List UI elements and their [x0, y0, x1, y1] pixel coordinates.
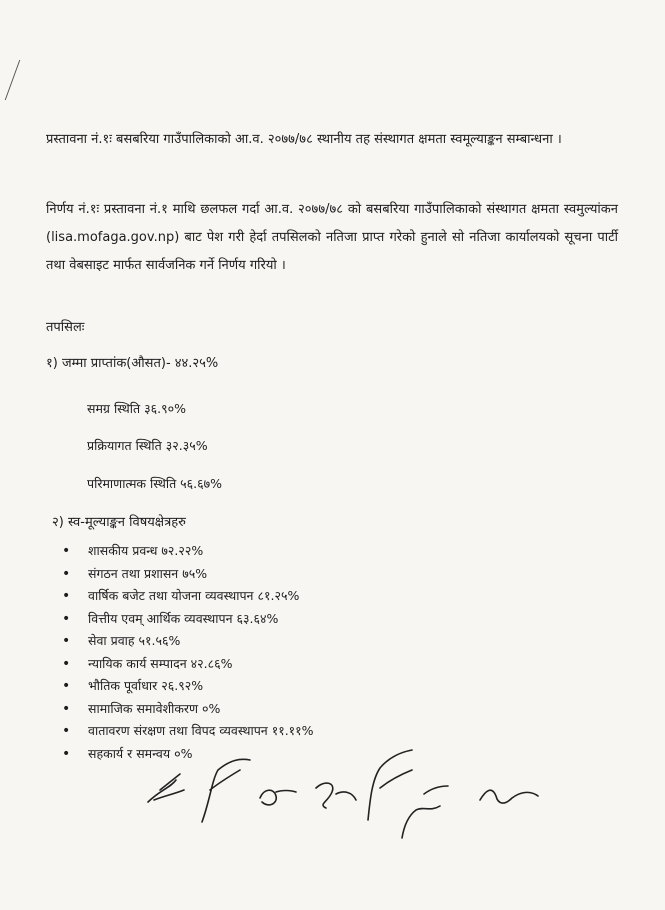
signature-6: [402, 786, 448, 838]
details-heading: तपसिलः: [46, 320, 85, 335]
total-item: प्रक्रियागत स्थिति ३२.३५%: [87, 438, 208, 453]
list-item: • वातावरण संरक्षण तथा विपद व्यवस्थापन ११.११%: [62, 720, 314, 743]
signature-4: [316, 783, 356, 808]
total-item: परिमाणात्मक स्थिति ५६.६७%: [87, 476, 223, 491]
list-item: • सहकार्य र समन्वय ०%: [62, 743, 314, 766]
signature-7: [480, 790, 538, 803]
page-edge-mark: [0, 60, 20, 100]
signature-2: [202, 759, 250, 822]
signature-5: [368, 750, 412, 820]
list-item: • सामाजिक समावेशीकरण ०%: [62, 698, 314, 721]
list-item: • वार्षिक बजेट तथा योजना व्यवस्थापन ८१.२५%: [62, 585, 314, 608]
list-item: • शासकीय प्रवन्ध ७२.२२%: [62, 540, 314, 563]
signature-1: [148, 774, 184, 802]
proposal-paragraph: प्रस्तावना नं.१ः बसबरिया गाउँपालिकाको आ.व. २०७७/७८ स्थानीय तह संस्थागत क्षमता स्वमूल्याङ्कन सम्बान्धना ।: [46, 132, 562, 147]
signature-3: [260, 790, 296, 805]
total-item: समग्र स्थिति ३६.९०%: [87, 401, 186, 416]
list-item: • सेवा प्रवाह ५१.५६%: [62, 630, 314, 653]
signatures: [140, 730, 560, 850]
list-item: • न्यायिक कार्य सम्पादन ४२.८६%: [62, 653, 314, 676]
list-item: • संगठन तथा प्रशासन ७५%: [62, 563, 314, 586]
list-item: • भौतिक पूर्वाधार २६.९२%: [62, 675, 314, 698]
decision-paragraph: निर्णय नं.१ः प्रस्तावना नं.१ माथि छलफल गर्दा आ.व. २०७७/७८ को बसबरिया गाउँपालिकाको संस्थागत क्षमता स्वमुल्यांकन (lisa.mofaga.gov.np) बाट पेश गरी हेर्दा तपसिलको नतिजा प्राप्त गरेको हुनाले सो नतिजा कार्यालयको सूचना पार्टी तथा वेबसाइट मार्फत सार्वजनिक गर्ने निर्णय गरियो ।: [46, 202, 618, 273]
list-item: • वित्तीय एवम् आर्थिक व्यवस्थापन ६३.६४%: [62, 608, 314, 631]
areas-heading: २) स्व-मूल्याङ्कन विषयक्षेत्रहरु: [52, 515, 186, 530]
total-score-heading: १) जम्मा प्राप्तांक(औसत)- ४४.२५%: [46, 356, 219, 371]
